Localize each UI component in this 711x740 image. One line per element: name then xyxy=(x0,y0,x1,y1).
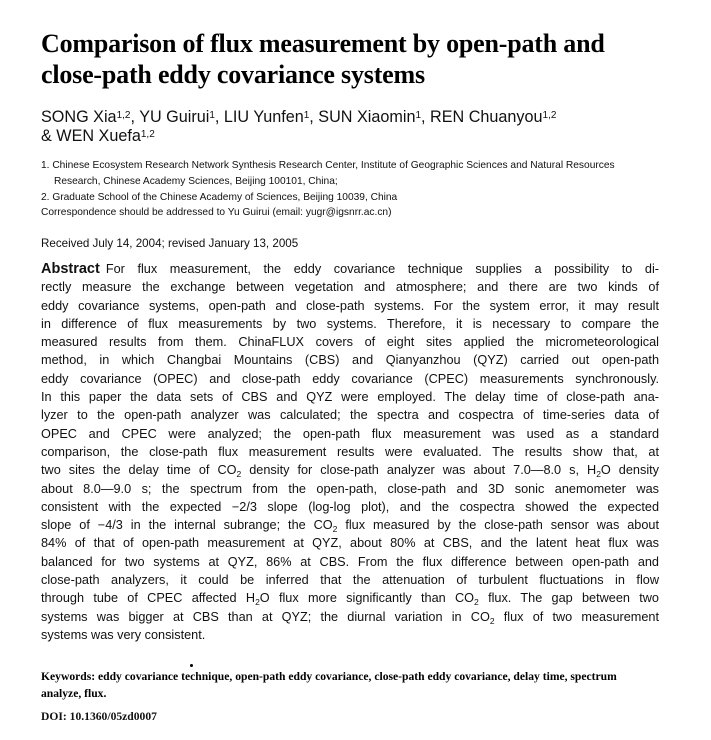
affiliation-2: 2. Graduate School of the Chinese Academy of Sciences, Beijing 10039, China xyxy=(41,191,398,203)
author-affil-sup: 1 xyxy=(415,110,422,121)
author-affil-sup: 1,2 xyxy=(140,129,155,140)
doi-label: DOI: xyxy=(41,710,67,723)
abstract-line: rectly measure the exchange between vegetation and atmosphere; and there are two kinds of xyxy=(41,280,659,295)
keywords-label: Keywords: xyxy=(41,670,96,683)
abstract-line: lyzer to the open-path analyzer was calculated; the spectra and cospectra of time-series data of xyxy=(41,408,659,423)
doi xyxy=(41,710,441,724)
doi-value: 10.1360/05zd0007 xyxy=(69,710,157,723)
keywords-text-cont: analyze, flux. xyxy=(41,687,107,700)
abstract-line: OPEC and CPEC were analyzed; the open-path flux measurement was used as a standard xyxy=(41,426,659,441)
author-name: LIU Yunfen xyxy=(223,108,304,126)
abstract-line: close-path analyzers, it could be inferred that the attenuation of turbulent fluctuations in flow xyxy=(41,573,659,588)
subscript: 2 xyxy=(236,469,242,480)
abstract-line: eddy covariance systems, open-path and close-path systems. For the system error, it may result xyxy=(41,298,659,313)
abstract-line: consistent with the expected −2/3 slope (log-log plot), and the cospectra showed the expected xyxy=(41,499,659,514)
abstract-line: systems was bigger at CBS than at QYZ; the diurnal variation in $CO_2$ flux of two measurement xyxy=(41,609,659,626)
stray-dot xyxy=(190,664,193,667)
affiliations xyxy=(41,158,681,221)
received-dates: Received July 14, 2004; revised January 13, 2005 xyxy=(41,237,299,250)
keywords-text: eddy covariance technique, open-path eddy covariance, close-path eddy covariance, delay time, spectrum xyxy=(98,670,617,683)
keywords xyxy=(41,668,663,702)
author-name: REN Chuanyou xyxy=(430,108,543,126)
abstract-line: balanced for two systems at QYZ, 86% at CBS. From the flux difference between open-path and xyxy=(41,554,659,569)
author-name: SONG Xia xyxy=(41,108,117,126)
affiliation-1-cont: Research, Chinese Academy Sciences, Beijing 100101, China; xyxy=(54,175,338,187)
author-name: & WEN Xuefa xyxy=(41,127,141,145)
abstract-line: 84% of that of open-path measurement at QYZ, about 80% at CBS, and the latent heat flux was xyxy=(41,536,659,551)
author-name: YU Guirui xyxy=(139,108,210,126)
abstract-line: method, in which Changbai Mountains (CBS) and Qianyanzhou (QYZ) carried out open-path xyxy=(41,353,659,368)
abstract-line: in difference of flux measurements by two systems. Therefore, it is necessary to compare the xyxy=(41,316,659,331)
author-name: SUN Xiaomin xyxy=(318,108,416,126)
correspondence: Correspondence should be addressed to Yu Guirui (email: yugr@igsnrr.ac.cn) xyxy=(41,207,392,219)
abstract-line: slope of −4/3 in the internal subrange; the $CO_2$ flux measured by the close-path sensor was about xyxy=(41,518,659,535)
abstract-line: measured results from them. ChinaFLUX covers of eight sites applied the micrometeorological xyxy=(41,335,659,350)
abstract-line: comparison, the close-path flux measurement results were evaluated. The results show that, at xyxy=(41,444,659,459)
subscript: 2 xyxy=(332,524,338,535)
abstract-line: In this paper the data sets of CBS and QYZ were employed. The delay time of close-path ana- xyxy=(41,390,659,405)
abstract-line: two sites the delay time of $CO_2$ density for close-path analyzer was about 7.0—8.0 s, $H_2O$ density xyxy=(41,463,660,480)
abstract-line: eddy covariance (OPEC) and close-path eddy covariance (CPEC) measurements synchronously. xyxy=(41,371,659,386)
author-affil-sup: 1 xyxy=(209,110,215,121)
subscript: 2 xyxy=(489,615,495,626)
abstract xyxy=(41,260,659,644)
abstract-line: about 8.0—9.0 s; the spectrum from the open-path, close-path and 3D sonic anemometer was xyxy=(41,481,659,496)
subscript: 2 xyxy=(255,597,260,608)
paper-title xyxy=(41,28,681,90)
author-affil-sup: 1,2 xyxy=(116,110,131,121)
title-line-2: close-path eddy covariance systems xyxy=(41,60,425,89)
subscript: 2 xyxy=(596,469,601,480)
author-list xyxy=(41,108,681,146)
author-affil-sup: 1 xyxy=(303,110,310,121)
abstract-line: through tube of CPEC affected $H_2O$ flux more significantly than $CO_2$ flux. The gap between two xyxy=(41,591,659,608)
abstract-heading: Abstract xyxy=(41,261,100,277)
affiliation-1: 1. Chinese Ecosystem Research Network Synthesis Research Center, Institute of Geographic Sciences and Natural Resources xyxy=(41,160,615,171)
abstract-line: Abstract For flux measurement, the eddy covariance technique supplies a possibility to di- xyxy=(41,261,659,277)
author-line-1: SONG Xia$^{1,2}$, YU Guirui$^1$, LIU Yunfen$^1$, SUN Xiaomin$^1$, REN Chuanyou$^{1,2}$ xyxy=(41,108,557,126)
title-line-1: Comparison of flux measurement by open-path and xyxy=(41,29,605,58)
abstract-line: systems was very consistent. xyxy=(41,627,206,642)
author-affil-sup: 1,2 xyxy=(542,110,557,121)
subscript: 2 xyxy=(474,597,479,608)
author-line-2 xyxy=(41,127,681,146)
